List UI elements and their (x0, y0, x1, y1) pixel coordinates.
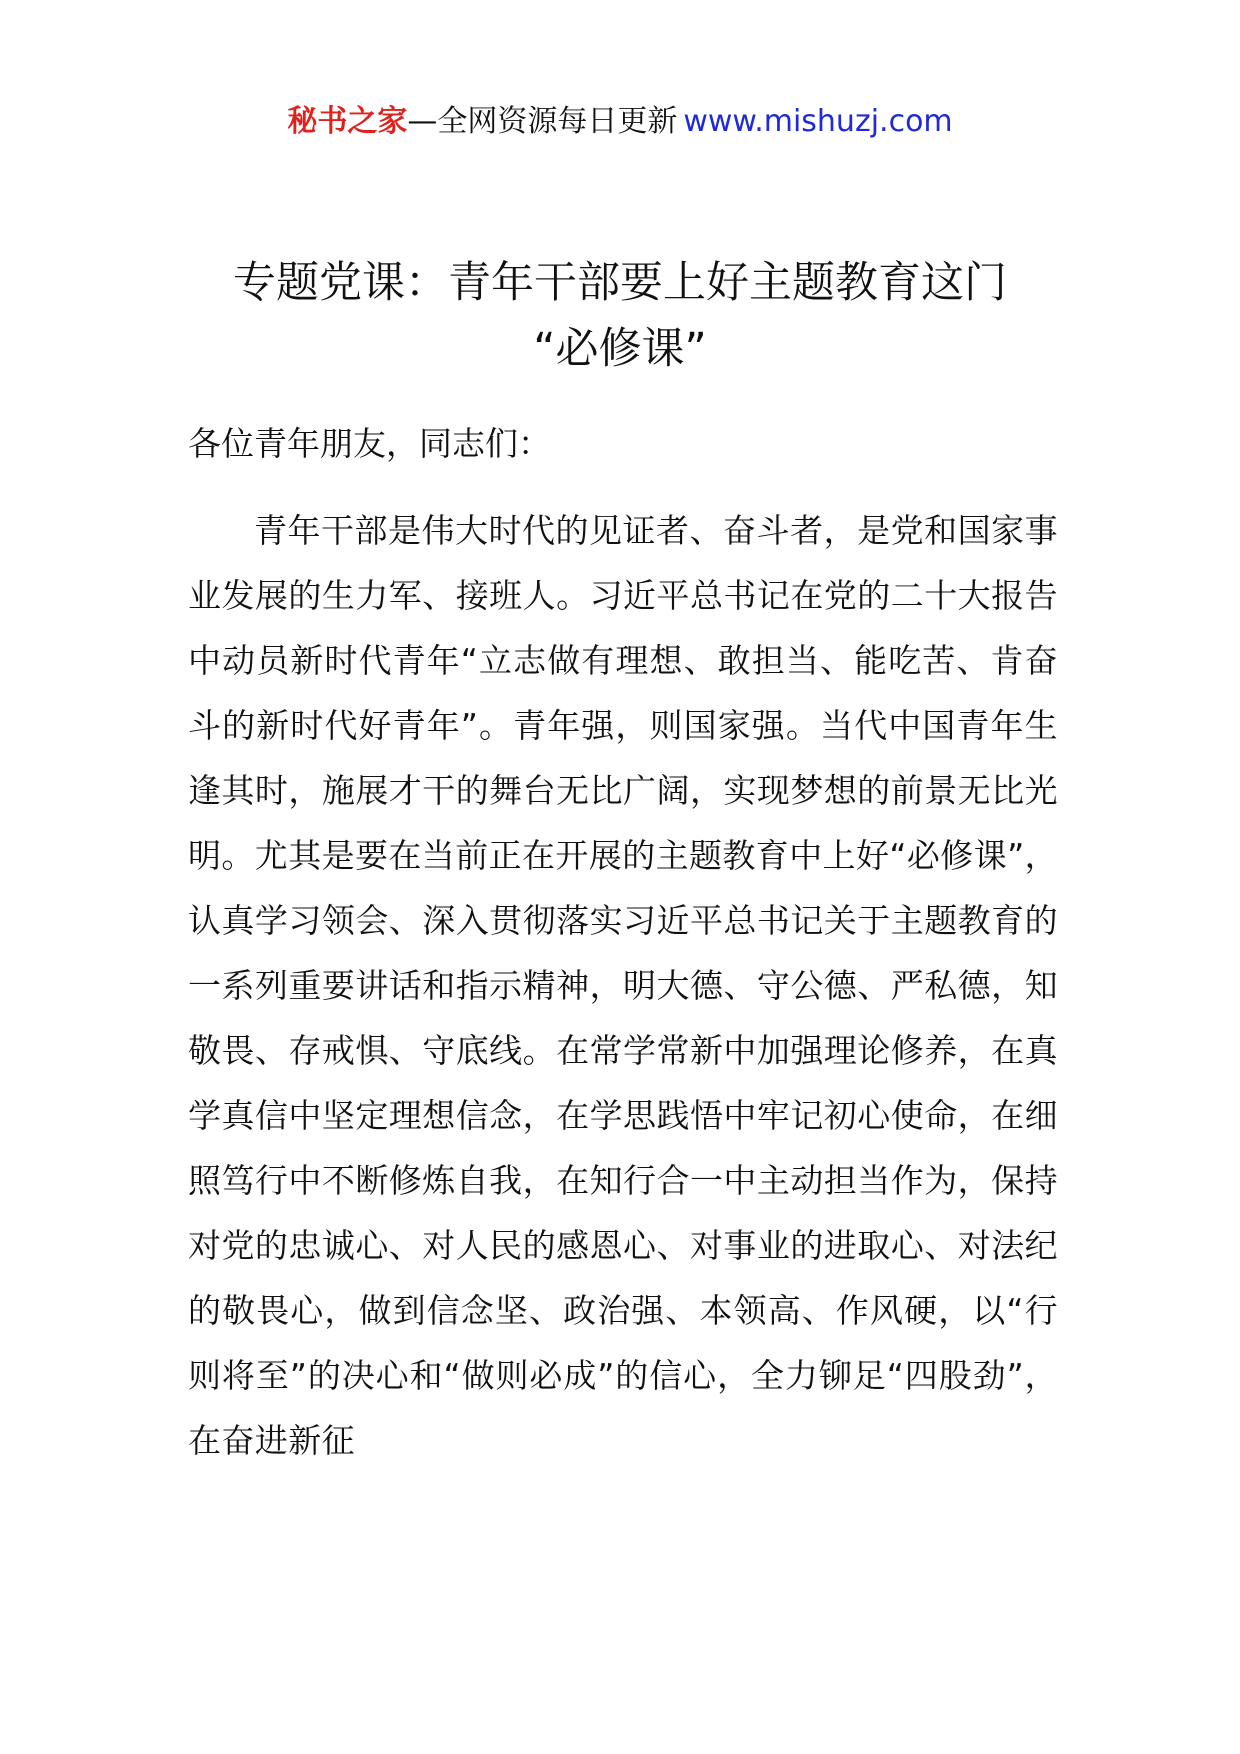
body-paragraph: 青年干部是伟大时代的见证者、奋斗者，是党和国家事业发展的生力军、接班人。习近平总书记在党的二十大报告中动员新时代青年“立志做有理想、敢担当、能吃苦、肯奋斗的新时代好青年”。青年强，则国家强。当代中国青年生逢其时，施展才干的舞台无比广阔，实现梦想的前景无比光明。尤其是要在当前正在开展的主题教育中上好“必修课”，认真学习领会、深入贯彻落实习近平总书记关于主题教育的一系列重要讲话和指示精神，明大德、守公德、严私德，知敬畏、存戒惧、守底线。在常学常新中加强理论修养，在真学真信中坚定理想信念，在学思践悟中牢记初心使命，在细照笃行中不断修炼自我，在知行合一中主动担当作为，保持对党的忠诚心、对人民的感恩心、对事业的进取心、对法纪的敬畏心，做到信念坚、政治强、本领高、作风硬，以“行则将至”的决心和“做则必成”的信心，全力铆足“四股劲”，在奋进新征 (188, 511, 1058, 1460)
document-title (140, 250, 1100, 382)
site-header (0, 100, 1240, 144)
site-brand: 秘书之家 (287, 104, 408, 139)
document-title-line-2: “必修课” (533, 324, 707, 374)
document-title-line-1: 专题党课：青年干部要上好主题教育这门 (233, 258, 1007, 308)
salutation: 各位青年朋友，同志们： (188, 424, 551, 463)
site-url-link[interactable]: www.mishuzj.com (683, 104, 953, 139)
site-tagline: —全网资源每日更新 (407, 104, 678, 139)
